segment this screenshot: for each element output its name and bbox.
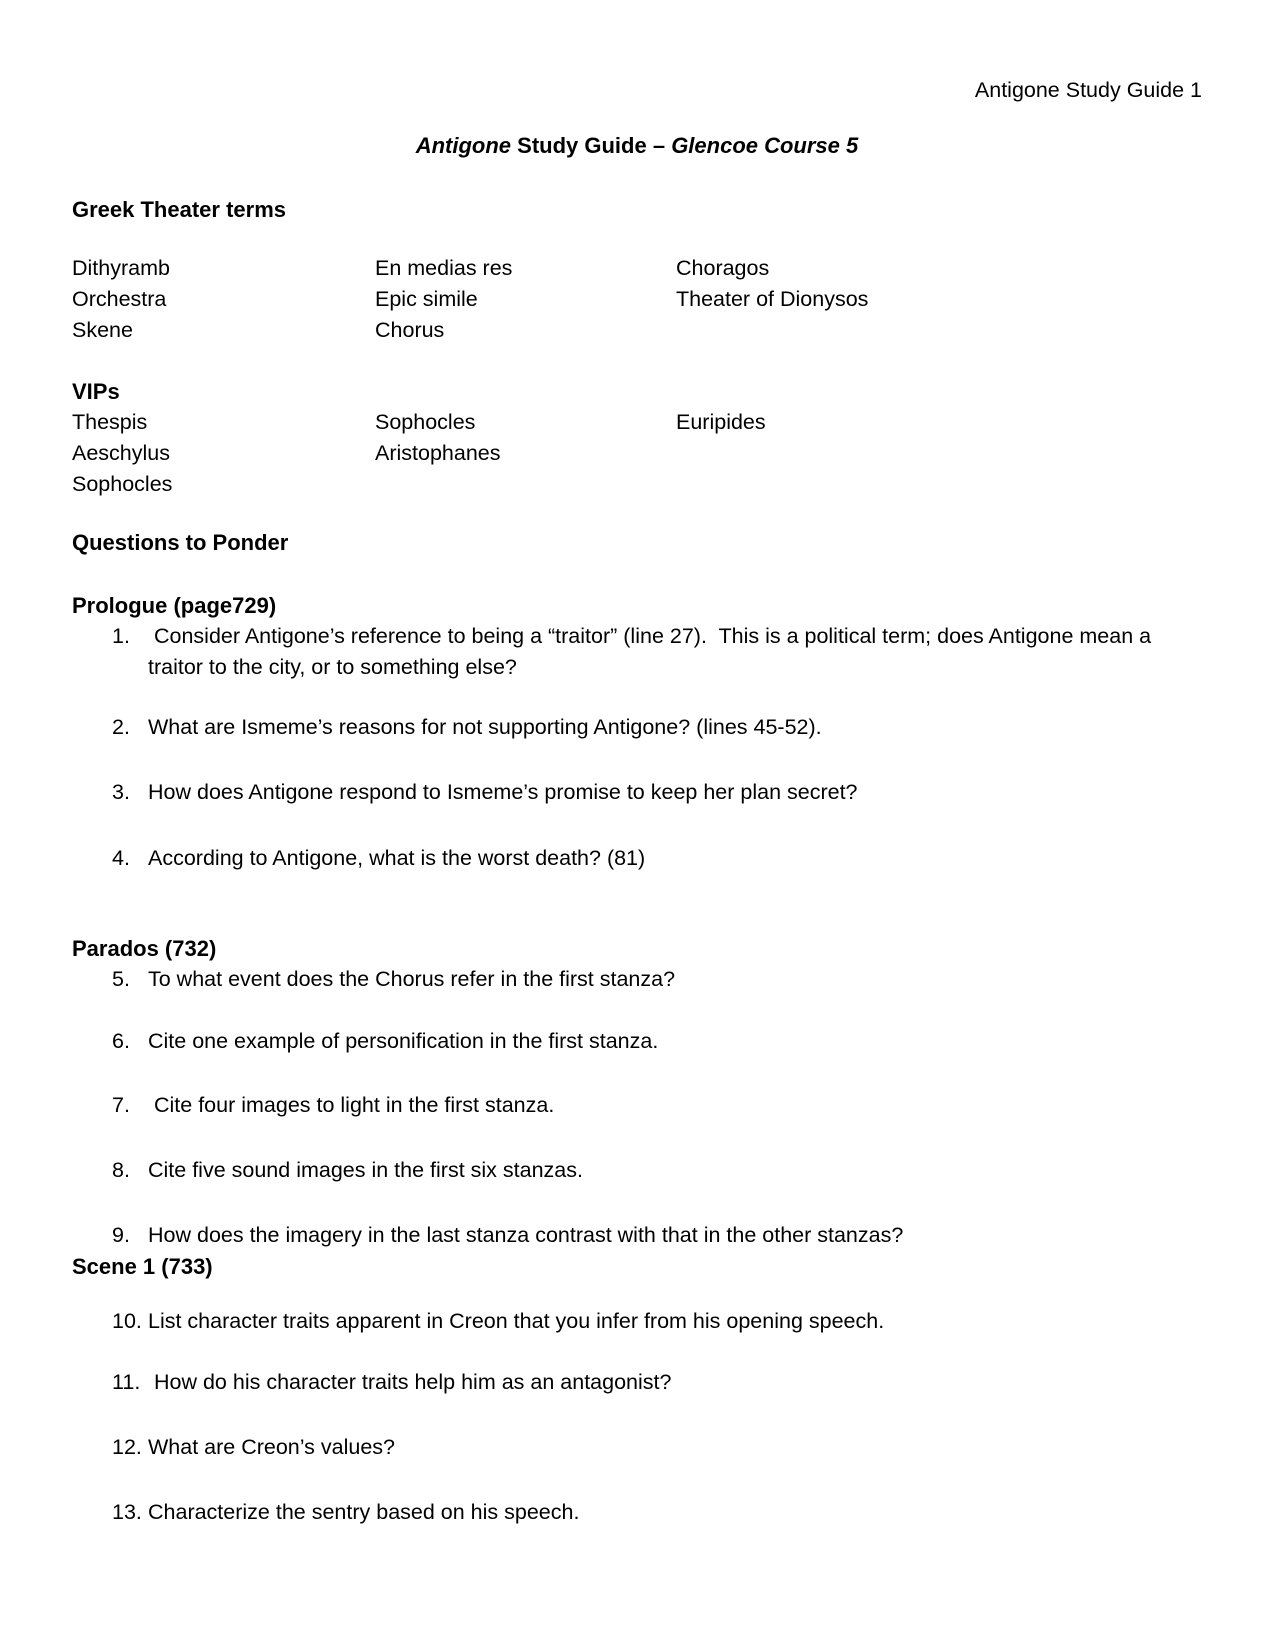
question-text: How does the imagery in the last stanza contrast with that in the other stanzas? <box>148 1223 904 1247</box>
page-header-text: Antigone Study Guide 1 <box>974 78 1202 102</box>
question-text: List character traits apparent in Creon that you infer from his opening speech. <box>148 1309 885 1333</box>
question-item <box>112 1432 1202 1463</box>
term: Skene <box>72 318 133 342</box>
vip-name <box>676 438 1202 469</box>
vips-row <box>72 469 1202 500</box>
vips-row <box>72 407 1202 438</box>
term: En medias res <box>375 256 513 280</box>
question-number: 1. <box>112 624 130 648</box>
question-text: Cite one example of personification in the first stanza. <box>148 1029 659 1053</box>
vips-table <box>72 407 1202 500</box>
question-item <box>112 621 1202 683</box>
question-number: 8. <box>112 1158 130 1182</box>
vip-name: Sophocles <box>375 410 476 434</box>
terms-row <box>72 253 1202 284</box>
question-number: 12. <box>112 1435 142 1459</box>
question-item <box>112 1306 1202 1337</box>
question-number: 3. <box>112 780 130 804</box>
question-text: How does Antigone respond to Ismeme’s promise to keep her plan secret? <box>148 780 858 804</box>
vip-name: Aeschylus <box>72 441 170 465</box>
question-text: Cite four images to light in the first stanza. <box>148 1093 555 1117</box>
section-heading-prologue: Prologue (page729) <box>72 593 277 618</box>
question-text: According to Antigone, what is the worst death? (81) <box>148 846 646 870</box>
section-heading-parados: Parados (732) <box>72 936 217 961</box>
question-item <box>112 1090 1202 1121</box>
question-item <box>112 843 1202 874</box>
document-title <box>72 130 1202 161</box>
question-item <box>112 1155 1202 1186</box>
section-heading-scene1: Scene 1 (733) <box>72 1254 213 1279</box>
title-part-course: Glencoe Course 5 <box>671 133 859 158</box>
question-number: 6. <box>112 1029 130 1053</box>
term: Chorus <box>375 318 445 342</box>
term <box>676 315 1202 346</box>
term: Epic simile <box>375 287 478 311</box>
vip-name <box>375 469 676 500</box>
vip-name: Euripides <box>676 410 766 434</box>
question-item <box>112 1220 1202 1251</box>
greek-terms-heading: Greek Theater terms <box>72 197 286 222</box>
page-header <box>72 75 1202 106</box>
question-text: To what event does the Chorus refer in the first stanza? <box>148 967 676 991</box>
question-number: 13. <box>112 1500 142 1524</box>
vips-row <box>72 438 1202 469</box>
questions-to-ponder-heading: Questions to Ponder <box>72 530 289 555</box>
question-text: What are Creon’s values? <box>148 1435 395 1459</box>
term: Choragos <box>676 256 770 280</box>
question-item <box>112 777 1202 808</box>
title-part-antigone: Antigone <box>415 133 512 158</box>
question-item <box>112 1026 1202 1057</box>
question-text: Cite five sound images in the first six stanzas. <box>148 1158 583 1182</box>
question-text: Characterize the sentry based on his speech. <box>148 1500 580 1524</box>
question-item <box>112 964 1202 995</box>
question-item <box>112 712 1202 743</box>
vip-name: Thespis <box>72 410 148 434</box>
vip-name <box>676 469 1202 500</box>
term: Dithyramb <box>72 256 170 280</box>
question-item <box>112 1367 1202 1398</box>
term: Theater of Dionysos <box>676 287 869 311</box>
question-number: 7. <box>112 1093 130 1117</box>
question-text: What are Ismeme’s reasons for not supporting Antigone? (lines 45-52). <box>148 715 822 739</box>
vips-heading: VIPs <box>72 379 120 404</box>
term: Orchestra <box>72 287 167 311</box>
question-number: 4. <box>112 846 130 870</box>
terms-row <box>72 315 1202 346</box>
question-number: 10. <box>112 1309 142 1333</box>
question-item <box>112 1497 1202 1528</box>
question-number: 2. <box>112 715 130 739</box>
question-text: Consider Antigone’s reference to being a “traitor” (line 27). This is a political term; does Antigone mean a traitor to the city, or to something else? <box>148 624 1158 679</box>
question-text: How do his character traits help him as an antagonist? <box>148 1370 672 1394</box>
vip-name: Aristophanes <box>375 441 501 465</box>
title-part-middle: Study Guide – <box>511 133 672 158</box>
vip-name: Sophocles <box>72 472 173 496</box>
question-number: 5. <box>112 967 130 991</box>
question-number: 9. <box>112 1223 130 1247</box>
terms-row <box>72 284 1202 315</box>
greek-terms-table <box>72 253 1202 346</box>
question-number: 11. <box>112 1370 141 1394</box>
